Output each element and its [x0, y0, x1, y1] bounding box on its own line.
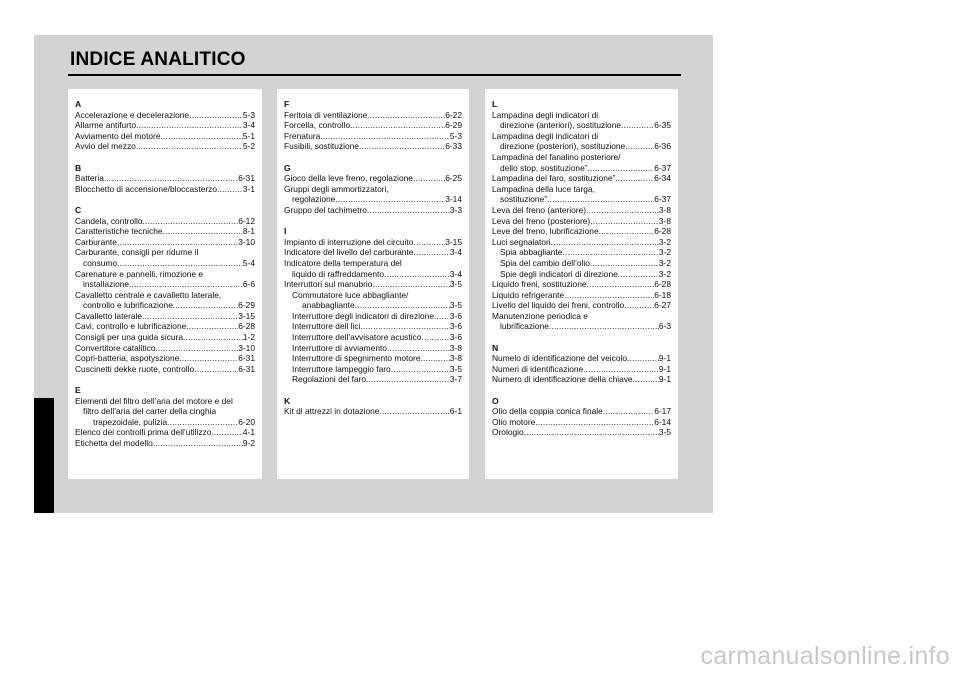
- page-reference: 3-15: [238, 310, 255, 321]
- entry-text: Liquido refrigerante: [492, 289, 565, 300]
- section-tab-marker: [34, 398, 54, 513]
- dot-leader: [413, 237, 445, 248]
- index-entry-line: Cavalletto centrale e cavalletto laterale,: [75, 289, 222, 300]
- entry-text: Liquido freni, sostituzione: [492, 279, 587, 290]
- dot-leader: [104, 173, 238, 184]
- page-reference: 6-36: [654, 141, 671, 152]
- page-reference: 5-2: [242, 141, 255, 152]
- entry-text: Interruttore lampeggio faro: [292, 363, 391, 374]
- page-reference: 6-17: [654, 406, 671, 417]
- entry-text: Carburante: [75, 236, 117, 247]
- entry-text: anabbagliante: [302, 300, 355, 311]
- index-column-3: [485, 89, 678, 479]
- index-entry: [492, 406, 671, 417]
- section-gap: [284, 152, 462, 163]
- entry-text: Gruppo del tachimetro: [284, 204, 367, 215]
- page-reference: 6-6: [242, 279, 255, 290]
- index-entry: [284, 406, 462, 417]
- dot-leader: [524, 427, 659, 438]
- dot-leader: [163, 226, 243, 237]
- entry-text: Spia abbagliante: [500, 247, 563, 258]
- page-reference: 6-28: [654, 226, 671, 237]
- entry-text: Consigli per una guida sicura: [75, 332, 184, 343]
- entry-text: Interruttore dell’avvisatore acustico: [292, 332, 422, 343]
- page-reference: 6-33: [445, 141, 462, 152]
- dot-leader: [173, 300, 238, 311]
- page-reference: 3-4: [242, 120, 255, 131]
- page-reference: 6-37: [654, 194, 671, 205]
- dot-leader: [413, 173, 445, 184]
- index-entry: [284, 353, 462, 364]
- entry-text: Spia del cambio dell’olio: [500, 257, 590, 268]
- index-section-letter: E: [75, 385, 81, 396]
- entry-text: installazione: [83, 279, 130, 290]
- index-entry: [492, 290, 671, 301]
- index-entry: [75, 353, 255, 364]
- dot-leader: [367, 205, 450, 216]
- dot-leader: [434, 311, 450, 322]
- index-entry: [492, 427, 671, 438]
- index-entry: [75, 321, 255, 332]
- dot-leader: [551, 237, 659, 248]
- page-reference: 3-2: [658, 247, 671, 258]
- index-entry-line: Lampadina della luce targa,: [492, 183, 595, 194]
- dot-leader: [129, 279, 243, 290]
- entry-text: Spie degli indicatori di direzione: [500, 268, 618, 279]
- page-reference: 6-22: [445, 109, 462, 120]
- section-gap: [75, 152, 255, 163]
- page-reference: 3-5: [449, 363, 462, 374]
- index-entry: [284, 300, 462, 311]
- dot-leader: [143, 216, 239, 227]
- dot-leader: [136, 141, 243, 152]
- page-reference: 3-8: [449, 342, 462, 353]
- index-entry-line: Lampadina degli indicatori di: [492, 130, 599, 141]
- page-reference: 3-3: [449, 204, 462, 215]
- index-entry: [284, 269, 462, 280]
- entry-text: sostituzione”: [500, 194, 548, 205]
- entry-text: Cuscinetti dekke ruote, controllo: [75, 363, 195, 374]
- index-entry: [492, 364, 671, 375]
- index-entry: [492, 194, 671, 205]
- entry-text: Convertitore catalitico: [75, 342, 156, 353]
- dot-leader: [189, 110, 243, 121]
- index-section-letter: C: [75, 204, 82, 215]
- entry-text: Luci segnalatori: [492, 236, 551, 247]
- dot-leader: [562, 247, 658, 258]
- page-reference: 6-31: [238, 363, 255, 374]
- dot-leader: [387, 343, 450, 354]
- page-reference: 6-14: [654, 416, 671, 427]
- index-entry: [492, 237, 671, 248]
- index-section-letter: A: [75, 99, 82, 109]
- entry-text: Interruttore di spegnimento motore: [292, 353, 421, 364]
- entry-text: Candela, controllo: [75, 215, 143, 226]
- index-entry: [284, 321, 462, 332]
- entry-text: trapezoidale, pulizia: [93, 416, 168, 427]
- entry-text: consumo: [83, 257, 117, 268]
- page-reference: 9-1: [658, 353, 671, 364]
- page-reference: 3-5: [658, 427, 671, 438]
- dot-leader: [161, 131, 243, 142]
- index-entry: [75, 332, 255, 343]
- watermark: carmanualsonline.info: [700, 642, 950, 670]
- index-entry: [284, 279, 462, 290]
- dot-leader: [420, 353, 449, 364]
- entry-text: Etichetta del modello: [75, 438, 153, 448]
- page-reference: 3-2: [658, 257, 671, 268]
- entry-text: Avvio del mezzo: [75, 141, 136, 152]
- dot-leader: [588, 163, 655, 174]
- index-entry: [284, 364, 462, 375]
- index-section-letter: K: [284, 395, 291, 406]
- index-entry: [492, 247, 671, 258]
- dot-leader: [625, 141, 654, 152]
- dot-leader: [615, 173, 654, 184]
- entry-text: Interruttore di avviamento: [292, 342, 387, 353]
- page-reference: 6-18: [654, 289, 671, 300]
- dot-leader: [618, 269, 659, 280]
- entry-text: Blocchetto di accensione/bloccasterzo: [75, 183, 217, 194]
- entry-text: Interruttore dell lici: [292, 321, 361, 332]
- entry-text: Interruttori sul manubrio: [284, 279, 373, 290]
- index-entry: [75, 343, 255, 354]
- index-entry: [492, 205, 671, 216]
- page-title: INDICE ANALITICO: [70, 49, 246, 70]
- index-entry: [492, 279, 671, 290]
- dot-leader: [590, 216, 659, 227]
- entry-text: Accelerazione e decelerazione: [75, 109, 190, 120]
- entry-text: Lampadina del faro, sostituzione”: [492, 173, 616, 184]
- dot-leader: [547, 194, 654, 205]
- entry-text: Cavalletto laterale: [75, 310, 143, 321]
- page-reference: 3-6: [449, 321, 462, 332]
- index-entry: [284, 173, 462, 184]
- index-entry: [75, 184, 255, 195]
- page-reference: 1-2: [242, 332, 255, 343]
- index-entry: [492, 141, 671, 152]
- page-reference: 6-35: [654, 120, 671, 131]
- page-reference: 6-28: [238, 321, 255, 332]
- section-gap: [284, 216, 462, 227]
- page-reference: 3-14: [445, 194, 462, 205]
- entry-text: Leva del freno (anteriore): [492, 204, 587, 215]
- dot-leader: [186, 321, 238, 332]
- index-entry: [75, 173, 255, 184]
- page-reference: 9-1: [658, 363, 671, 374]
- index-entry: [284, 110, 462, 121]
- entry-text: Allarme antifurto: [75, 120, 136, 131]
- entry-text: Feritoia di ventilazione: [284, 109, 368, 120]
- index-entry-line: Indicatore della temperatura del: [284, 257, 402, 268]
- index-entry: [492, 226, 671, 237]
- entry-text: Olio della coppia conica finale: [492, 406, 603, 417]
- index-entry: [284, 332, 462, 343]
- page-reference: 8-1: [242, 226, 255, 237]
- page-reference: 3-7: [449, 374, 462, 385]
- index-entry-line: Gruppi degli ammortizzatori,: [284, 183, 389, 194]
- dot-leader: [366, 374, 450, 385]
- entry-text: Cavi, controllo e lubrificazione: [75, 321, 187, 332]
- index-section-letter: N: [492, 342, 499, 353]
- index-entry: [492, 417, 671, 428]
- entry-text: Impianto di interruzione del circuito: [284, 236, 414, 247]
- index-entry: [75, 364, 255, 375]
- index-entry: [284, 237, 462, 248]
- page-reference: 5-3: [449, 130, 462, 141]
- page-reference: 6-1: [449, 406, 462, 417]
- entry-text: Interruttore degli indicatori di direzione: [292, 310, 434, 321]
- dot-leader: [372, 279, 449, 290]
- dot-leader: [603, 406, 654, 417]
- page-reference: 3-10: [238, 236, 255, 247]
- index-entry: [492, 173, 671, 184]
- dot-leader: [136, 120, 243, 131]
- dot-leader: [583, 364, 659, 375]
- entry-text: direzione (posteriori), sostituzione: [500, 141, 626, 152]
- dot-leader: [413, 247, 449, 258]
- page-reference: 3-5: [449, 279, 462, 290]
- entry-text: Numero di identificazione della chiave: [492, 374, 633, 385]
- dot-leader: [627, 353, 659, 364]
- page-reference: 3-6: [449, 310, 462, 321]
- dot-leader: [391, 364, 450, 375]
- dot-leader: [590, 258, 659, 269]
- index-entry: [284, 343, 462, 354]
- entry-text: Avviamento del motore: [75, 130, 161, 141]
- dot-leader: [142, 311, 238, 322]
- index-section-letter: I: [284, 226, 287, 237]
- page-reference: 4-1: [242, 427, 255, 438]
- page-reference: 5-1: [242, 130, 255, 141]
- index-entry: [492, 321, 671, 332]
- index-entry: [75, 427, 255, 438]
- page-reference: 3-2: [658, 236, 671, 247]
- index-entry-line: Manutenzione periodica e: [492, 310, 588, 321]
- page-reference: 6-34: [654, 173, 671, 184]
- index-entry: [492, 163, 671, 174]
- entry-text: Regolazioni del faro: [292, 374, 367, 385]
- page-reference: 3-6: [449, 332, 462, 343]
- section-gap: [75, 194, 255, 205]
- page-reference: 3-5: [449, 300, 462, 311]
- entry-text: Leva del freno (posteriore): [492, 215, 591, 226]
- index-entry: [492, 216, 671, 227]
- page-reference: 6-29: [445, 120, 462, 131]
- page-reference: 3-8: [658, 215, 671, 226]
- dot-leader: [320, 131, 450, 142]
- index-column-1: [68, 89, 262, 479]
- entry-text: Indicatore del livello del carburante: [284, 247, 414, 258]
- dot-leader: [350, 120, 445, 131]
- page-reference: 6-25: [445, 173, 462, 184]
- index-entry: [75, 131, 255, 142]
- index-entry-line: Elementi del filtro dell’aria del motore e del: [75, 395, 233, 406]
- index-entry: [492, 269, 671, 280]
- index-section-letter: F: [284, 99, 290, 109]
- entry-text: Fusibili, sostituzione: [284, 141, 359, 152]
- index-entry: [492, 353, 671, 364]
- page-reference: 6-20: [238, 416, 255, 427]
- dot-leader: [117, 258, 243, 269]
- section-gap: [284, 385, 462, 396]
- index-entry: [75, 438, 255, 449]
- page-reference: 5-3: [242, 109, 255, 120]
- index-entry-line: Carenature e pannelli, rimozione e: [75, 268, 204, 279]
- page-reference: 6-31: [238, 173, 255, 184]
- entry-text: Copri-batteria, aspotyszione: [75, 353, 180, 364]
- page-reference: 6-28: [654, 279, 671, 290]
- page-reference: 3-8: [449, 353, 462, 364]
- entry-text: Batteria: [75, 173, 104, 184]
- entry-text: lubrificazione: [500, 321, 549, 332]
- dot-leader: [549, 321, 659, 332]
- dot-leader: [624, 300, 654, 311]
- page-reference: 3-1: [242, 183, 255, 194]
- entry-text: Kit di attrezzi in dotazione: [284, 406, 380, 417]
- index-entry-line: Carburante, consigli per ridurne il: [75, 247, 199, 258]
- entry-text: Orologio: [492, 427, 524, 438]
- index-entry-line: Commutatore luce abbagliante/: [292, 289, 409, 300]
- index-entry: [75, 226, 255, 237]
- index-entry-line: filtro dell’aria del carter della cinghia: [83, 406, 217, 417]
- dot-leader: [217, 184, 243, 195]
- dot-leader: [335, 194, 445, 205]
- dot-leader: [586, 205, 659, 216]
- section-gap: [492, 385, 671, 396]
- index-entry: [492, 300, 671, 311]
- page-reference: 9-2: [242, 438, 255, 448]
- index-entry: [284, 205, 462, 216]
- index-entry: [75, 141, 255, 152]
- entry-text: controllo e lubrificazione: [83, 300, 173, 311]
- page-reference: 3-10: [238, 342, 255, 353]
- dot-leader: [599, 226, 655, 237]
- dot-leader: [211, 427, 243, 438]
- section-gap: [492, 332, 671, 343]
- index-entry: [284, 311, 462, 322]
- dot-leader: [117, 237, 238, 248]
- dot-leader: [359, 141, 445, 152]
- index-entry: [75, 417, 255, 428]
- index-entry: [284, 194, 462, 205]
- entry-text: Livello del liquido dei freni, controllo: [492, 300, 625, 311]
- index-entry: [284, 141, 462, 152]
- index-section-letter: B: [75, 162, 82, 173]
- dot-leader: [355, 300, 450, 311]
- dot-leader: [153, 438, 243, 449]
- index-entry: [492, 120, 671, 131]
- dot-leader: [183, 332, 243, 343]
- entry-text: Gioco della leve freno, regolazione: [284, 173, 413, 184]
- index-section-letter: O: [492, 395, 499, 406]
- index-entry-line: Lampadina degli indicatori di: [492, 109, 599, 120]
- page-reference: 3-2: [658, 268, 671, 279]
- index-entry: [284, 131, 462, 142]
- dot-leader: [384, 269, 450, 280]
- index-entry: [75, 300, 255, 311]
- index-entry: [284, 247, 462, 258]
- index-section-letter: L: [492, 99, 498, 109]
- entry-text: Caratteristiche tecniche: [75, 226, 163, 237]
- page-reference: 3-4: [449, 268, 462, 279]
- entry-text: Forcella, controllo: [284, 120, 351, 131]
- dot-leader: [179, 353, 238, 364]
- page-reference: 6-12: [238, 215, 255, 226]
- index-column-2: [277, 89, 469, 479]
- index-section-letter: G: [284, 162, 291, 173]
- title-underline: [68, 74, 681, 76]
- section-gap: [75, 374, 255, 385]
- page-reference: 5-4: [242, 257, 255, 268]
- index-entry: [284, 374, 462, 385]
- entry-text: Numelo di identificazione del veicolo: [492, 353, 628, 364]
- index-entry: [75, 110, 255, 121]
- page-reference: 6-37: [654, 162, 671, 173]
- dot-leader: [367, 110, 445, 121]
- entry-text: Frenatura: [284, 130, 321, 141]
- page-reference: 3-8: [658, 204, 671, 215]
- dot-leader: [379, 406, 449, 417]
- dot-leader: [167, 417, 238, 428]
- dot-leader: [621, 120, 654, 131]
- dot-leader: [421, 332, 449, 343]
- dot-leader: [564, 290, 654, 301]
- page-reference: 3-4: [449, 247, 462, 258]
- index-entry: [75, 311, 255, 322]
- entry-text: regolazione: [292, 194, 336, 205]
- dot-leader: [587, 279, 655, 290]
- page-reference: 6-31: [238, 353, 255, 364]
- index-entry: [75, 216, 255, 227]
- index-entry: [492, 258, 671, 269]
- page-reference: 6-3: [658, 321, 671, 332]
- entry-text: direzione (anteriori), sostituzione: [500, 120, 622, 131]
- dot-leader: [535, 417, 654, 428]
- index-entry-line: Lampadina del fanalino posteriore/: [492, 151, 621, 162]
- index-entry: [492, 374, 671, 385]
- entry-text: Olio motore: [492, 416, 536, 427]
- index-entry: [75, 258, 255, 269]
- index-entry: [284, 120, 462, 131]
- page-reference: 6-29: [238, 300, 255, 311]
- page-reference: 3-15: [445, 236, 462, 247]
- entry-text: Elenco dei controlli prima dell’utilizzo: [75, 427, 212, 438]
- index-entry: [75, 237, 255, 248]
- entry-text: dello stop, sostituzione”: [500, 162, 588, 173]
- dot-leader: [156, 343, 239, 354]
- entry-text: liquido di raffreddamento: [292, 268, 385, 279]
- entry-text: Numeri di identificazione: [492, 363, 584, 374]
- entry-text: Leve del freno, lubrificazione: [492, 226, 599, 237]
- dot-leader: [360, 321, 449, 332]
- dot-leader: [194, 364, 238, 375]
- index-entry: [75, 279, 255, 290]
- dot-leader: [633, 374, 659, 385]
- page-reference: 6-27: [654, 300, 671, 311]
- index-entry: [75, 120, 255, 131]
- page-reference: 9-1: [658, 374, 671, 385]
